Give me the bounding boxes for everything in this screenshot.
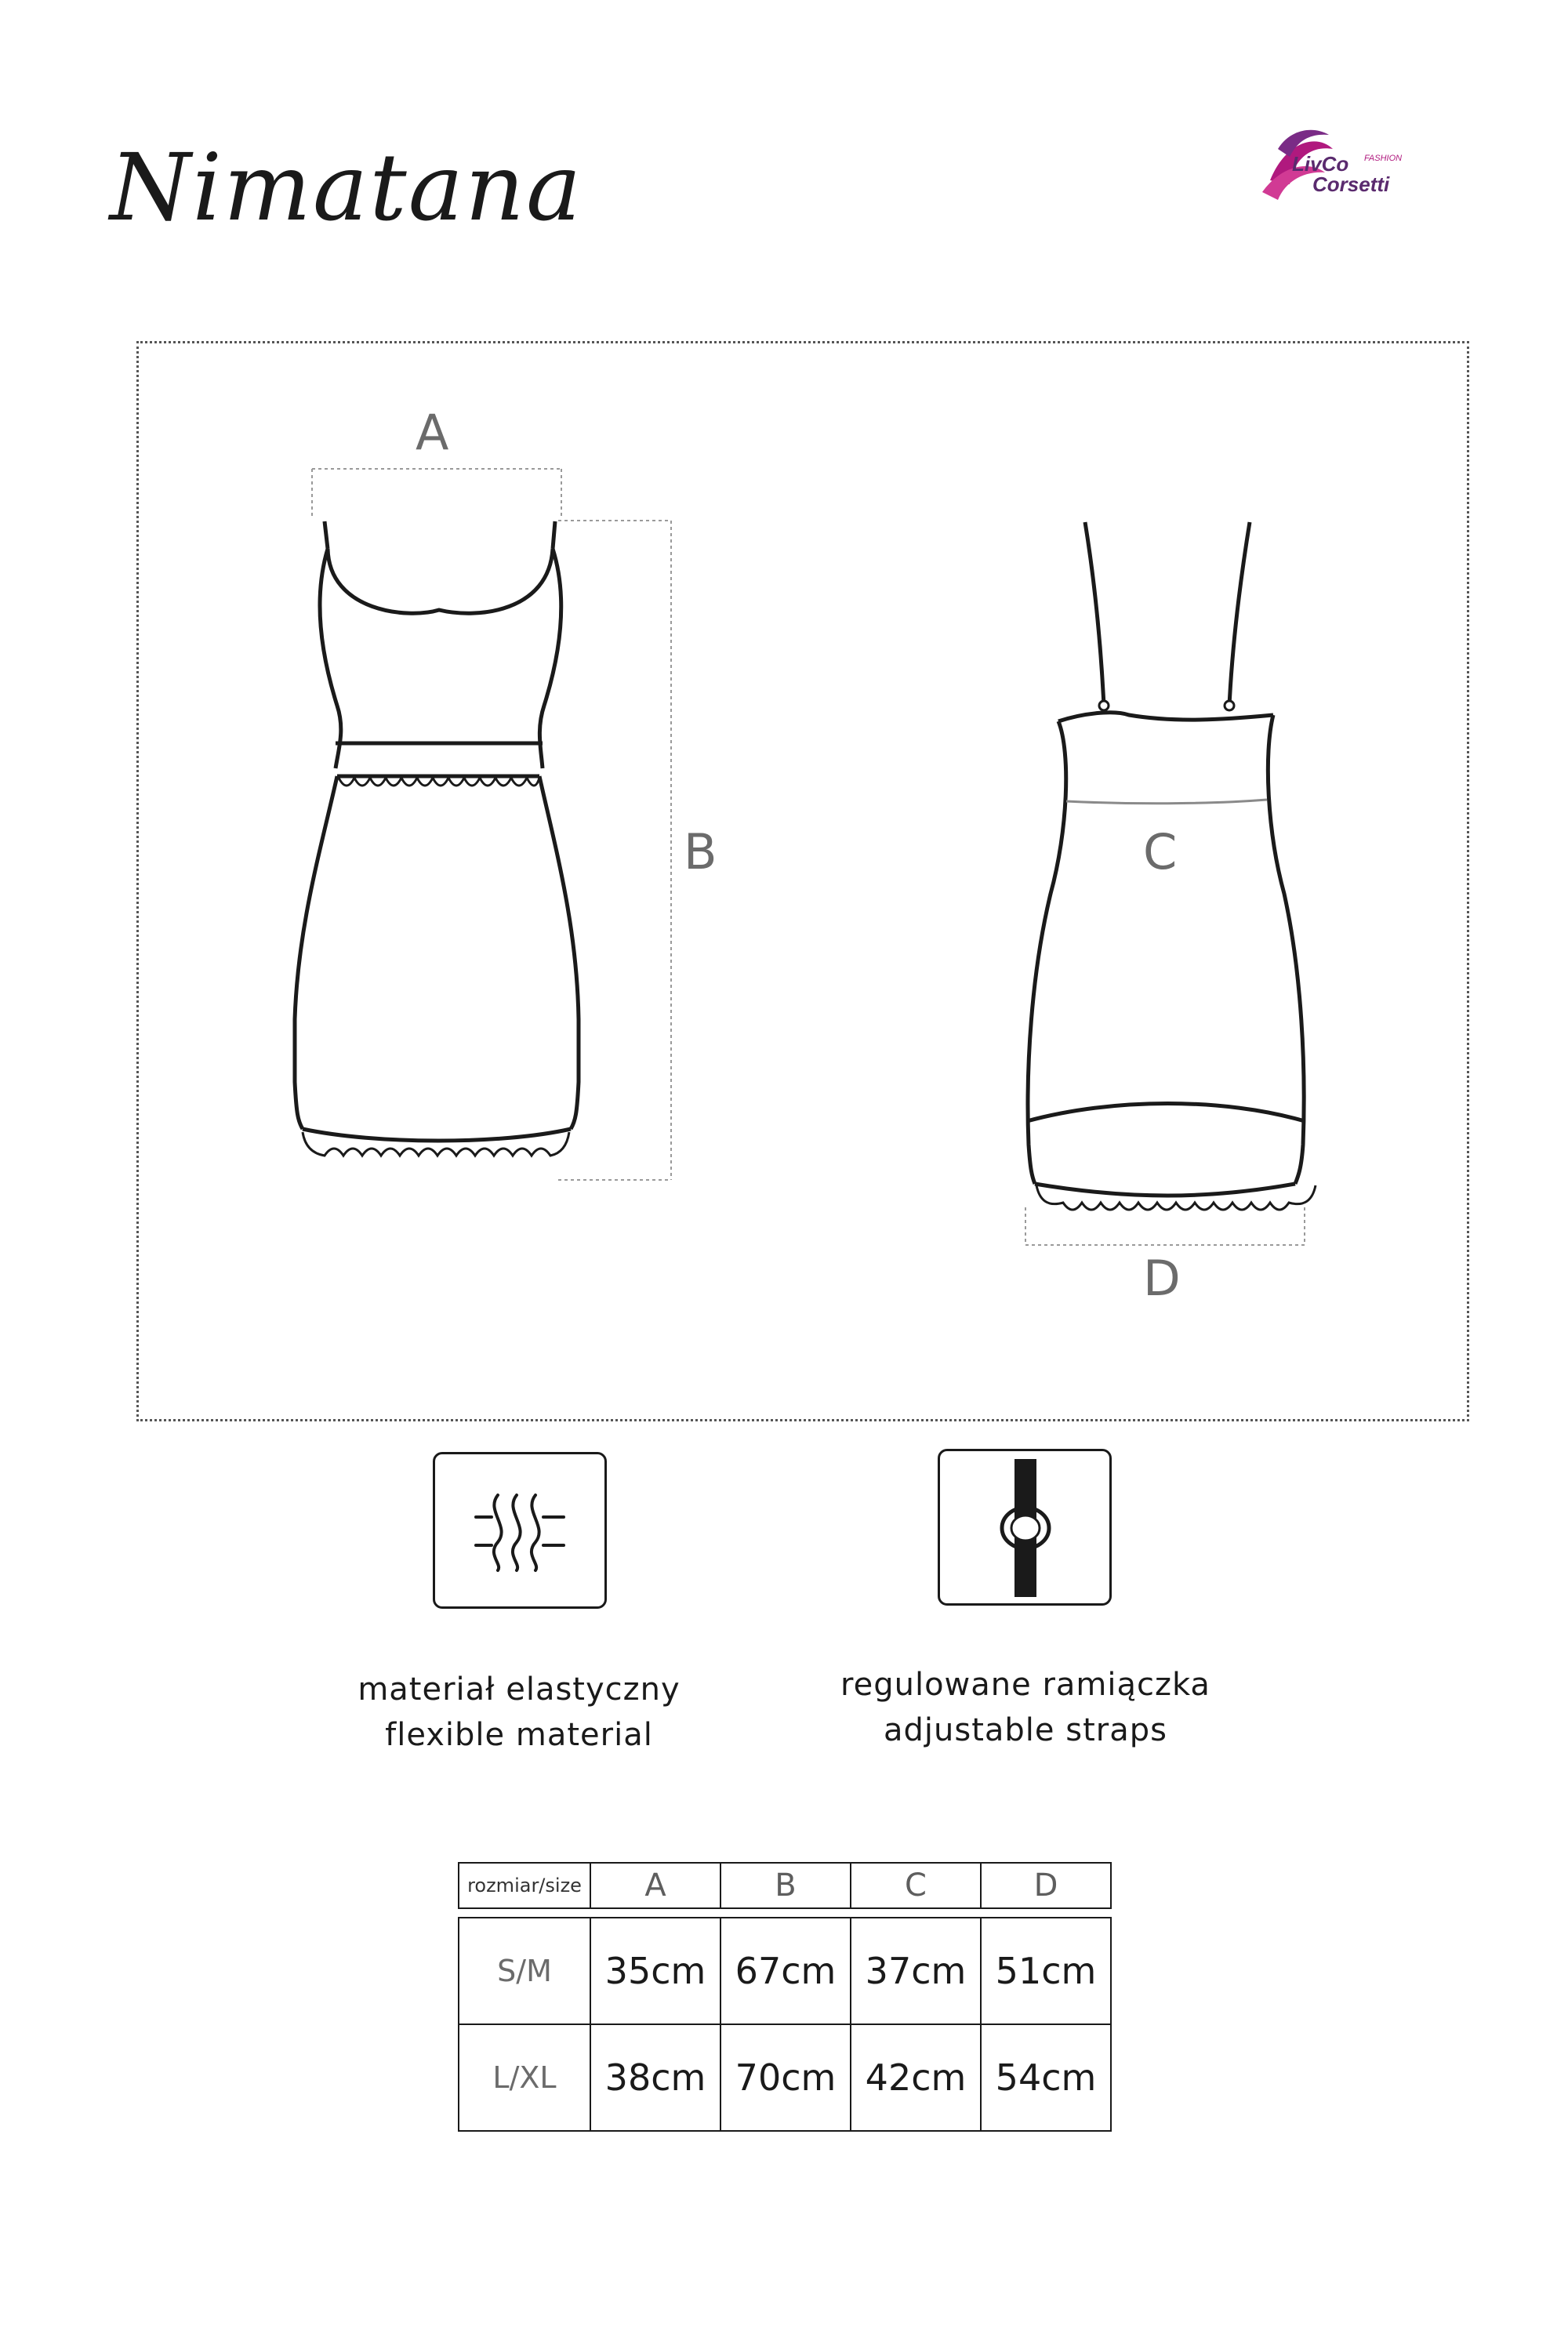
- size-table-header: [459, 1863, 1111, 1908]
- strap-feature-label: [806, 1662, 1245, 1753]
- dimension-label-c: C: [1143, 823, 1178, 880]
- strap-feature-box: [938, 1449, 1112, 1606]
- adjustable-strap-icon: [940, 1451, 1109, 1603]
- back-dimension-lines: [1025, 1207, 1305, 1245]
- header-b: B: [720, 1863, 851, 1908]
- value-cell: 35cm: [590, 1918, 720, 2024]
- size-table: [458, 1862, 1112, 2132]
- stretch-waves-icon: [435, 1454, 604, 1606]
- value-cell: 38cm: [590, 2024, 720, 2131]
- size-cell: S/M: [459, 1918, 590, 2024]
- table-row: [459, 1918, 1111, 2024]
- strap-adjuster-right-icon: [1225, 701, 1234, 710]
- strap-adjuster-left-icon: [1099, 701, 1109, 710]
- value-cell: 54cm: [981, 2024, 1111, 2131]
- dimension-label-a: A: [416, 404, 449, 461]
- header-d: D: [981, 1863, 1111, 1908]
- stretch-label-pl: materiał elastyczny: [358, 1671, 681, 1708]
- strap-label-en: adjustable straps: [884, 1712, 1167, 1748]
- stretch-label-en: flexible material: [385, 1717, 653, 1753]
- strap-label-pl: regulowane ramiączka: [840, 1667, 1210, 1703]
- header-c: C: [851, 1863, 981, 1908]
- size-cell: L/XL: [459, 2024, 590, 2131]
- value-cell: 37cm: [851, 1918, 981, 2024]
- front-view-drawing: [295, 521, 579, 1141]
- header-size: rozmiar/size: [459, 1863, 590, 1908]
- brand-name-line2: Corsetti: [1312, 172, 1390, 196]
- stretch-feature-label: [299, 1667, 739, 1758]
- value-cell: 42cm: [851, 2024, 981, 2131]
- table-row: [459, 2024, 1111, 2131]
- front-dimension-lines: [312, 469, 671, 1180]
- brand-name-line1: LivCo: [1292, 152, 1349, 176]
- brand-fashion: FASHION: [1364, 154, 1403, 163]
- stretch-feature-box: [433, 1452, 607, 1609]
- value-cell: 51cm: [981, 1918, 1111, 2024]
- value-cell: 67cm: [720, 1918, 851, 2024]
- dimension-label-d: D: [1143, 1250, 1181, 1307]
- back-waist-seam: [1066, 800, 1267, 804]
- front-waist-lace: [339, 778, 539, 786]
- product-title: Nimatana: [110, 133, 583, 241]
- dimension-label-b: B: [684, 823, 717, 880]
- header-a: A: [590, 1863, 720, 1908]
- value-cell: 70cm: [720, 2024, 851, 2131]
